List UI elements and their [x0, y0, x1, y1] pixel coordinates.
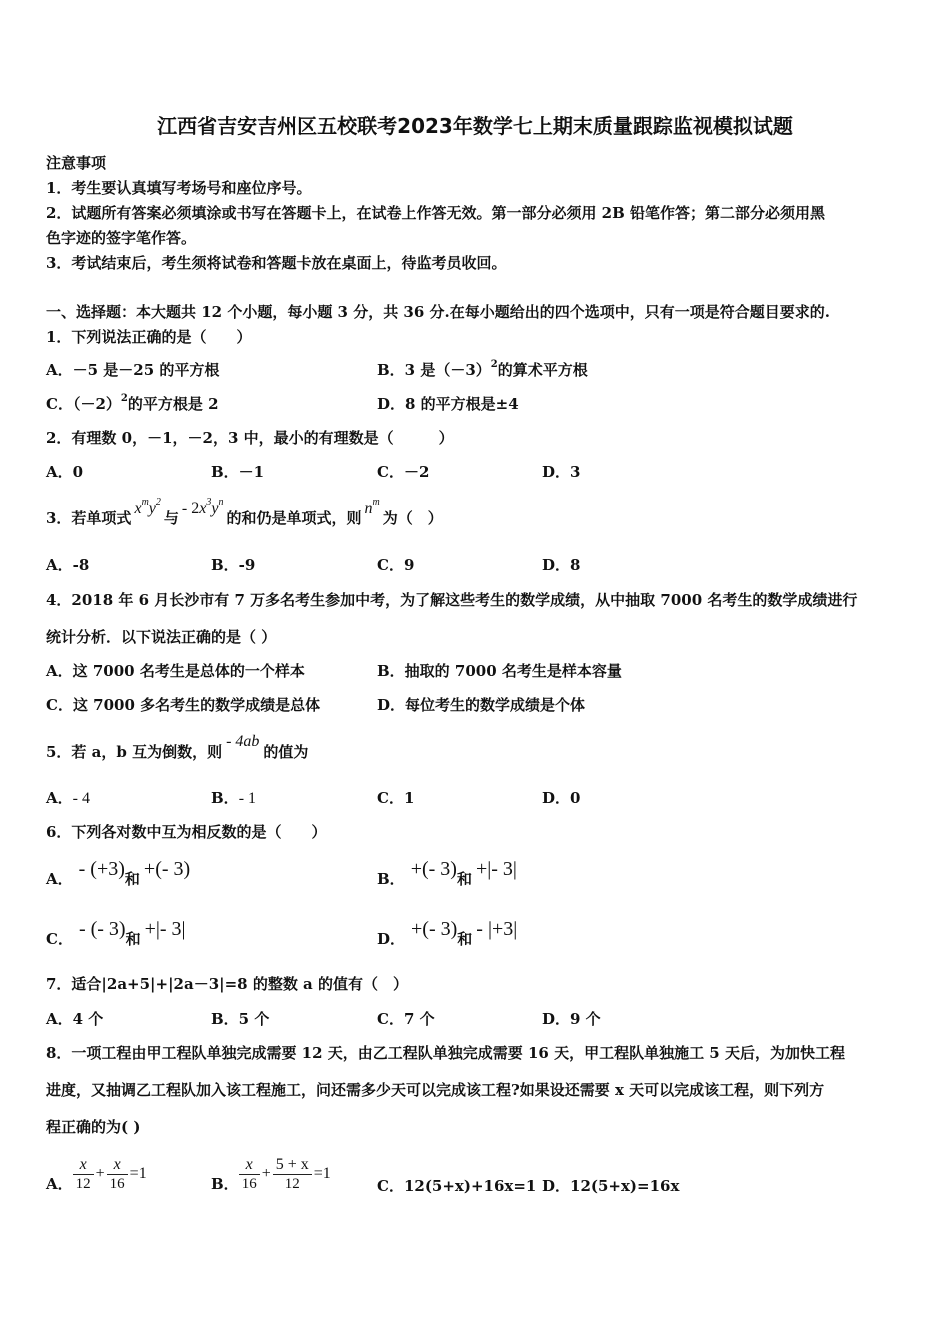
q8-option-d: D．12(5+x)=16x — [542, 1177, 680, 1195]
q4-option-a: A．这 7000 名考生是总体的一个样本 — [46, 662, 305, 680]
q5-option-b: B．- 1 — [211, 789, 257, 807]
notice-heading: 注意事项 — [46, 154, 107, 172]
q2-option-a: A．0 — [46, 463, 84, 481]
q3-power: $n^m$ — [364, 497, 380, 517]
notice-item: 3．考试结束后，考生须将试卷和答题卡放在桌面上，待监考员收回。 — [46, 254, 507, 272]
q4-option-c: C．这 7000 多名考生的数学成绩是总体 — [46, 696, 321, 714]
q5-option-d: D．0 — [542, 789, 581, 807]
q3-option-d: D．8 — [542, 556, 581, 574]
q5-expression: - 4ab — [226, 733, 260, 750]
q3-monomial-1: $x^my^2$ — [134, 497, 161, 517]
q5-option-c: C．1 — [377, 789, 415, 807]
notice-item: 2．试题所有答案必须填涂或书写在答题卡上，在试卷上作答无效。第一部分必须用 2B 铅笔作答；第二部分必须用黑 — [46, 204, 826, 222]
fraction: $\frac{5 + x}{12}$ — [273, 1156, 312, 1193]
q1-option-a: A．－5 是－25 的平方根 — [46, 361, 220, 379]
q5-stem: 5．若 a，b 互为倒数，则- 4ab的值为 — [46, 733, 309, 761]
notice-item: 1．考生要认真填写考场号和座位序号。 — [46, 179, 312, 197]
q8-option-b: B． $\frac{x}{16}$ + $\frac{5 + x}{12}$ =1 — [211, 1155, 331, 1193]
q1-stem: 1．下列说法正确的是（ ） — [46, 328, 252, 346]
q6-option-a: A． - (+3)和 +(- 3) — [46, 858, 191, 888]
fraction: $\frac{x}{12}$ — [73, 1156, 94, 1193]
q4-stem-line2: 统计分析．以下说法正确的是（ ） — [46, 628, 277, 646]
section-heading: 一、选择题：本大题共 12 个小题，每小题 3 分，共 36 分.在每小题给出的四个选项中，只有一项是符合题目要求的. — [46, 303, 830, 321]
q3-option-a: A．-8 — [46, 556, 90, 574]
q1-option-c: C．$(-2)^2$的平方根是 2 — [46, 393, 219, 413]
q2-option-c: C．－2 — [377, 463, 430, 481]
q5-option-a: A．- 4 — [46, 789, 90, 807]
q7-option-d: D．9 个 — [542, 1010, 601, 1028]
q4-stem-line1: 4．2018 年 6 月长沙市有 7 万多名考生参加中考，为了解这些考生的数学成绩，从中抽取 7000 名考生的数学成绩进行 — [46, 591, 858, 609]
q3-monomial-2: - $2x^3y^n$ — [181, 497, 224, 517]
q2-stem: 2．有理数 0，－1，－2，3 中，最小的有理数是（ ） — [46, 429, 454, 447]
q1-option-b: B．3 是$(-3)^2$的算术平方根 — [377, 359, 588, 379]
q4-option-b: B．抽取的 7000 名考生是样本容量 — [377, 662, 622, 680]
q8-stem-line1: 8．一项工程由甲工程队单独完成需要 12 天，由乙工程队单独完成需要 16 天，甲工程队单独施工 5 天后，为加快工程 — [46, 1044, 845, 1062]
q8-stem-line3: 程正确的为( ) — [46, 1118, 141, 1136]
q3-stem: 3．若单项式$x^my^2$与- $2x^3y^n$的和仍是单项式，则$n^m$为（ ） — [46, 497, 443, 527]
fraction: $\frac{x}{16}$ — [107, 1156, 128, 1193]
notice-item: 色字迹的签字笔作答。 — [46, 229, 197, 247]
q2-option-d: D．3 — [542, 463, 581, 481]
q7-stem: 7．适合|2a+5|+|2a－3|=8 的整数 a 的值有（ ） — [46, 975, 408, 993]
fraction: $\frac{x}{16}$ — [239, 1156, 260, 1193]
q4-option-d: D．每位考生的数学成绩是个体 — [377, 696, 586, 714]
q6-option-d: D． +(- 3)和 - |+3| — [377, 918, 518, 948]
q3-option-c: C．9 — [377, 556, 415, 574]
q2-option-b: B．－1 — [211, 463, 265, 481]
q7-option-c: C．7 个 — [377, 1010, 435, 1028]
q6-stem: 6．下列各对数中互为相反数的是（ ） — [46, 823, 327, 841]
q7-option-b: B．5 个 — [211, 1010, 270, 1028]
q8-option-a: A． $\frac{x}{12}$ + $\frac{x}{16}$ =1 — [46, 1155, 147, 1193]
page-title: 江西省吉安吉州区五校联考2023年数学七上期末质量跟踪监视模拟试题 — [157, 114, 793, 138]
q8-option-c: C．12(5+x)+16x=1 — [377, 1177, 537, 1195]
q7-option-a: A．4 个 — [46, 1010, 104, 1028]
q1-option-d: D．8 的平方根是±4 — [377, 395, 519, 413]
q6-option-c: C． - (- 3)和 +|- 3| — [46, 918, 186, 948]
q3-option-b: B．-9 — [211, 556, 256, 574]
q6-option-b: B． +(- 3)和 +|- 3| — [377, 858, 517, 888]
q8-stem-line2: 进度，又抽调乙工程队加入该工程施工，问还需多少天可以完成该工程?如果设还需要 x 天可以完成该工程，则下列方 — [46, 1081, 825, 1099]
